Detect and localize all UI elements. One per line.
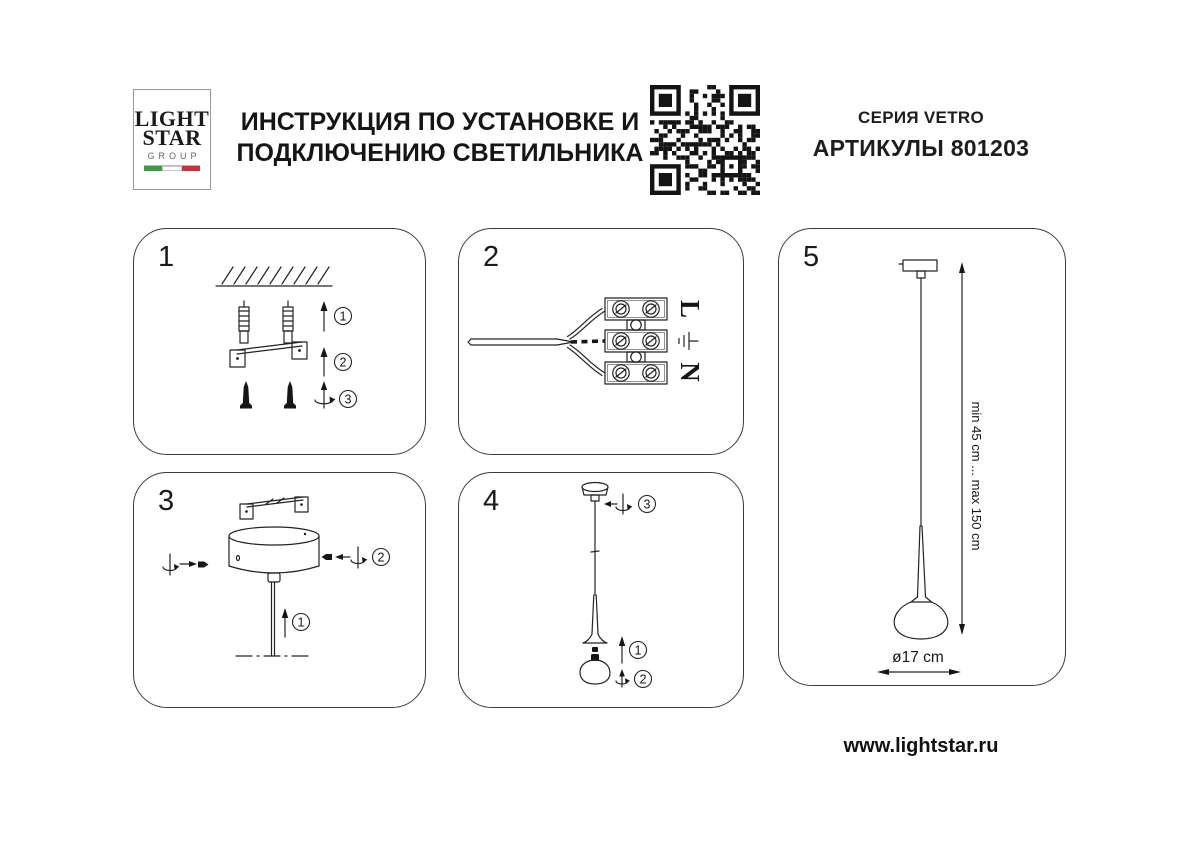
series-label: СЕРИЯ VETRO	[858, 108, 984, 127]
mounting-bracket	[230, 342, 307, 367]
step-marker-3	[340, 391, 357, 408]
step-number-4: 4	[483, 485, 500, 517]
small-screw	[322, 554, 333, 560]
step-panel-5	[778, 228, 1066, 686]
ceiling-hatch	[216, 267, 332, 286]
step-panel-1	[133, 228, 426, 455]
step-marker-1	[293, 614, 310, 631]
svg-text:3: 3	[643, 497, 651, 512]
flag-white	[162, 166, 182, 171]
ceiling-canopy	[229, 527, 319, 573]
svg-text:2: 2	[639, 672, 647, 687]
step-number-5: 5	[803, 241, 820, 273]
up-arrow-icon	[321, 347, 328, 376]
ceiling-cap	[582, 483, 608, 502]
ceiling-mount	[899, 260, 937, 278]
screw	[284, 381, 296, 409]
suspension-cable	[591, 501, 599, 595]
flag-green	[144, 166, 162, 171]
diameter-label: ø17 cm	[892, 649, 944, 666]
step-marker-1	[335, 308, 352, 325]
page-title	[228, 107, 652, 169]
page-title-line2: ПОДКЛЮЧЕНИЮ СВЕТИЛЬНИКА	[236, 139, 644, 167]
up-arrow-icon	[321, 301, 328, 331]
step-marker-2	[373, 549, 390, 566]
logo-word-light: LIGHT	[134, 105, 210, 131]
screw-rotation-icon	[335, 547, 368, 568]
svg-text:2: 2	[377, 550, 385, 565]
step-panel-4	[458, 472, 744, 708]
small-screw	[198, 562, 209, 568]
ground-symbol	[679, 333, 698, 350]
step5-drawing	[779, 229, 1065, 685]
step-panel-3	[133, 472, 426, 708]
terminal-label-N: N	[675, 362, 705, 382]
wall-anchor	[239, 301, 249, 343]
mounting-bracket	[240, 497, 308, 519]
step3-drawing	[134, 473, 425, 707]
svg-text:1: 1	[339, 309, 347, 324]
screw-rotation-icon	[604, 494, 633, 514]
step1-drawing	[134, 229, 425, 454]
screw-rotation-icon	[315, 381, 336, 408]
italian-flag-bar	[144, 165, 200, 171]
vertical-dimension	[959, 262, 984, 635]
svg-text:1: 1	[634, 643, 642, 658]
logo-word-star: STAR	[142, 124, 202, 150]
horizontal-dimension	[877, 649, 961, 675]
product-info	[788, 108, 1054, 162]
step-number-3: 3	[158, 485, 175, 517]
step-marker-2	[635, 671, 652, 688]
page-title-line1: ИНСТРУКЦИЯ ПО УСТАНОВКЕ И	[240, 108, 640, 136]
flag-red	[182, 166, 200, 171]
cable-gland	[268, 573, 280, 582]
step4-drawing	[459, 473, 743, 707]
up-arrow-icon	[619, 636, 625, 663]
step-number-2: 2	[483, 241, 500, 273]
svg-text:1: 1	[297, 615, 305, 630]
power-cable	[468, 309, 605, 376]
qr-code	[650, 85, 760, 195]
step2-drawing	[459, 229, 743, 454]
website-url: www.lightstar.ru	[843, 735, 999, 757]
screw-rotation-icon	[616, 669, 630, 687]
step-marker-2	[335, 354, 352, 371]
step-number-1: 1	[158, 241, 175, 273]
svg-text:2: 2	[339, 355, 347, 370]
step-panel-2	[458, 228, 744, 455]
step-marker-3	[639, 496, 656, 513]
pendant-lamp	[894, 526, 948, 639]
svg-text:3: 3	[344, 392, 352, 407]
wall-anchor	[283, 301, 293, 343]
height-range-label: min 45 cm ... max 150 cm	[969, 401, 984, 551]
screw-rotation-icon	[163, 554, 197, 575]
lightstar-logo	[133, 89, 211, 190]
screw	[240, 381, 252, 409]
article-number: АРТИКУЛЫ 801203	[812, 135, 1030, 161]
step-marker-1	[630, 642, 647, 659]
logo-word-group: GROUP	[147, 150, 201, 161]
up-arrow-icon	[282, 608, 288, 637]
terminal-block	[605, 298, 667, 384]
stem-cone	[583, 595, 607, 643]
lamp-socket	[591, 647, 599, 661]
glass-shade	[580, 660, 610, 684]
terminal-label-L: L	[675, 299, 705, 319]
